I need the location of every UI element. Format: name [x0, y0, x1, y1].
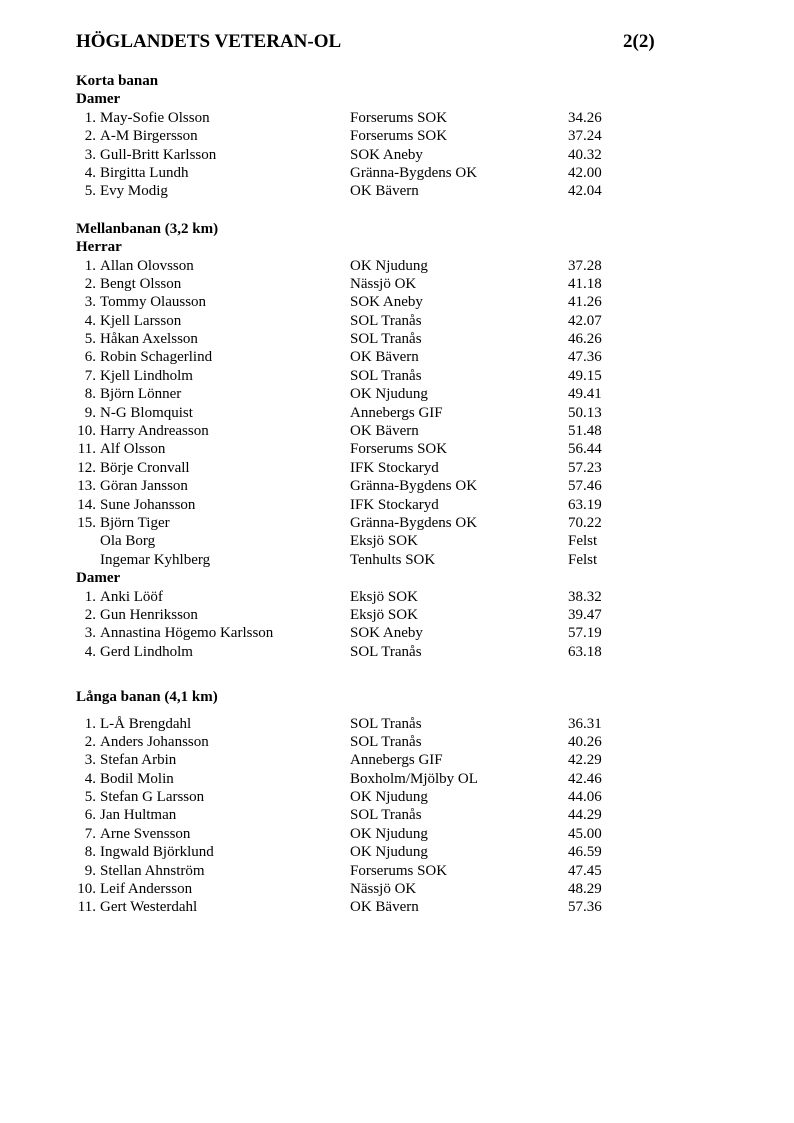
result-time: 47.45 — [568, 862, 602, 879]
runner-name: Börje Cronvall — [100, 459, 190, 476]
club-name: Forserums SOK — [350, 862, 448, 879]
class-title: Herrar — [76, 239, 122, 256]
result-place: 1. — [84, 109, 96, 126]
result-place: 2. — [84, 733, 96, 750]
club-name: Nässjö OK — [350, 881, 417, 898]
runner-name: Gert Westerdahl — [100, 899, 198, 916]
result-time: 46.59 — [568, 844, 602, 861]
result-time: 49.15 — [568, 367, 602, 384]
runner-name: Stellan Ahnström — [100, 862, 205, 879]
result-time: 42.00 — [568, 164, 602, 181]
runner-name: Anki Lööf — [100, 588, 163, 605]
result-row — [76, 843, 696, 861]
result-place: 4. — [84, 643, 96, 660]
result-row — [76, 275, 696, 293]
result-place: 11. — [77, 899, 96, 916]
runner-name: Stefan Arbin — [100, 752, 177, 769]
section-spacer — [76, 707, 696, 715]
club-name: Forserums SOK — [350, 128, 448, 145]
result-place: 6. — [84, 807, 96, 824]
result-place: 5. — [84, 789, 96, 806]
club-name: SOL Tranås — [350, 733, 422, 750]
result-time: 41.18 — [568, 275, 602, 292]
result-time: 57.19 — [568, 625, 602, 642]
result-time: 50.13 — [568, 404, 602, 421]
result-place: 3. — [84, 294, 96, 311]
club-name: Gränna-Bygdens OK — [350, 478, 478, 495]
club-name: SOL Tranås — [350, 715, 422, 732]
result-place: 4. — [84, 312, 96, 329]
runner-name: Kjell Lindholm — [100, 367, 193, 384]
result-place: 14. — [77, 496, 96, 513]
result-place: 9. — [84, 862, 96, 879]
runner-name: Leif Andersson — [100, 881, 193, 898]
result-time: 57.23 — [568, 459, 602, 476]
result-row — [76, 477, 696, 495]
result-place: 15. — [77, 514, 96, 531]
runner-name: Ingwald Björklund — [100, 844, 214, 861]
result-row — [76, 330, 696, 348]
club-name: IFK Stockaryd — [350, 496, 439, 513]
result-row — [76, 385, 696, 403]
result-time: 51.48 — [568, 423, 602, 440]
runner-name: Harry Andreasson — [100, 423, 209, 440]
runner-name: Ola Borg — [100, 533, 156, 550]
runner-name: Evy Modig — [100, 183, 168, 200]
runner-name: Bodil Molin — [100, 770, 174, 787]
club-name: OK Bävern — [350, 423, 419, 440]
result-time: 40.26 — [568, 733, 602, 750]
result-time: 40.32 — [568, 146, 602, 163]
runner-name: Tommy Olausson — [100, 294, 207, 311]
result-place: 3. — [84, 146, 96, 163]
result-place: 5. — [84, 183, 96, 200]
result-row — [76, 733, 696, 751]
result-place: 12. — [77, 459, 96, 476]
club-name: OK Bävern — [350, 349, 419, 366]
result-row — [76, 880, 696, 898]
result-row — [76, 164, 696, 182]
result-place: 1. — [84, 588, 96, 605]
club-name: Eksjö SOK — [350, 606, 418, 623]
result-row — [76, 643, 696, 661]
section-spacer — [76, 201, 696, 220]
club-name: Gränna-Bygdens OK — [350, 514, 478, 531]
runner-name: Robin Schagerlind — [100, 349, 213, 366]
class-title: Damer — [76, 91, 121, 108]
result-time: 70.22 — [568, 514, 602, 531]
result-time: 36.31 — [568, 715, 602, 732]
runner-name: Björn Lönner — [100, 386, 182, 403]
result-time: 42.46 — [568, 770, 602, 787]
runner-name: Gerd Lindholm — [100, 643, 193, 660]
club-name: Gränna-Bygdens OK — [350, 164, 478, 181]
course-title: Långa banan (4,1 km) — [76, 689, 218, 706]
results-list — [76, 109, 696, 201]
runner-name: Sune Johansson — [100, 496, 196, 513]
result-row — [76, 898, 696, 916]
result-place: 4. — [84, 164, 96, 181]
result-place: 4. — [84, 770, 96, 787]
runner-name: L-Å Brengdahl — [100, 715, 192, 732]
club-name: Annebergs GIF — [350, 752, 443, 769]
result-place: 8. — [84, 386, 96, 403]
club-name: Annebergs GIF — [350, 404, 443, 421]
result-row — [76, 514, 696, 532]
result-time: 44.29 — [568, 807, 602, 824]
club-name: OK Njudung — [350, 844, 428, 861]
club-name: OK Njudung — [350, 789, 428, 806]
document-title: HÖGLANDETS VETERAN-OL — [76, 31, 342, 52]
runner-name: Anders Johansson — [100, 733, 209, 750]
result-row — [76, 496, 696, 514]
result-row — [76, 293, 696, 311]
result-row — [76, 806, 696, 824]
club-name: OK Njudung — [350, 386, 428, 403]
runner-name: Allan Olovsson — [100, 257, 194, 274]
result-place: 9. — [84, 404, 96, 421]
result-place: 11. — [77, 441, 96, 458]
club-name: OK Bävern — [350, 899, 419, 916]
result-row — [76, 182, 696, 200]
club-name: Forserums SOK — [350, 441, 448, 458]
club-name: SOK Aneby — [350, 146, 423, 163]
result-time: 46.26 — [568, 331, 602, 348]
runner-name: Alf Olsson — [100, 441, 166, 458]
result-place: 10. — [77, 423, 96, 440]
result-row — [76, 440, 696, 458]
result-row — [76, 551, 696, 569]
runner-name: Göran Jansson — [100, 478, 188, 495]
runner-name: Björn Tiger — [100, 514, 170, 531]
results-list — [76, 715, 696, 917]
result-row — [76, 588, 696, 606]
result-row — [76, 109, 696, 127]
result-place: 1. — [84, 257, 96, 274]
result-time: 41.26 — [568, 294, 602, 311]
club-name: Tenhults SOK — [350, 551, 436, 568]
runner-name: Birgitta Lundh — [100, 164, 189, 181]
section-spacer — [76, 661, 696, 688]
runner-name: Gun Henriksson — [100, 606, 198, 623]
result-time: 44.06 — [568, 789, 602, 806]
result-row — [76, 751, 696, 769]
club-name: OK Njudung — [350, 825, 428, 842]
club-name: OK Bävern — [350, 183, 419, 200]
result-place — [76, 551, 96, 569]
result-time: 49.41 — [568, 386, 602, 403]
result-time: 37.28 — [568, 257, 602, 274]
result-row — [76, 624, 696, 642]
result-time: 42.07 — [568, 312, 602, 329]
result-time: Felst — [568, 551, 598, 568]
result-row — [76, 862, 696, 880]
result-place: 13. — [77, 478, 96, 495]
result-row — [76, 422, 696, 440]
runner-name: Bengt Olsson — [100, 275, 182, 292]
result-place: 6. — [84, 349, 96, 366]
result-place: 7. — [84, 825, 96, 842]
result-place: 10. — [77, 881, 96, 898]
club-name: IFK Stockaryd — [350, 459, 439, 476]
club-name: SOL Tranås — [350, 331, 422, 348]
runner-name: Jan Hultman — [100, 807, 177, 824]
result-time: Felst — [568, 533, 598, 550]
result-row — [76, 459, 696, 477]
results-list — [76, 588, 696, 662]
result-time: 37.24 — [568, 128, 602, 145]
result-row — [76, 770, 696, 788]
club-name: Eksjö SOK — [350, 533, 418, 550]
result-time: 57.36 — [568, 899, 602, 916]
result-row — [76, 788, 696, 806]
results-content — [76, 72, 696, 917]
runner-name: May-Sofie Olsson — [100, 109, 210, 126]
runner-name: Håkan Axelsson — [100, 331, 198, 348]
result-time: 47.36 — [568, 349, 602, 366]
result-row — [76, 312, 696, 330]
result-row — [76, 127, 696, 145]
club-name: Forserums SOK — [350, 109, 448, 126]
club-name: Eksjö SOK — [350, 588, 418, 605]
result-place: 7. — [84, 367, 96, 384]
result-time: 42.29 — [568, 752, 602, 769]
runner-name: Gull-Britt Karlsson — [100, 146, 217, 163]
result-place: 8. — [84, 844, 96, 861]
runner-name: Kjell Larsson — [100, 312, 182, 329]
club-name: SOK Aneby — [350, 625, 423, 642]
result-time: 48.29 — [568, 881, 602, 898]
result-row — [76, 146, 696, 164]
result-time: 56.44 — [568, 441, 602, 458]
club-name: SOL Tranås — [350, 312, 422, 329]
runner-name: Stefan G Larsson — [100, 789, 205, 806]
club-name: SOL Tranås — [350, 367, 422, 384]
runner-name: Ingemar Kyhlberg — [100, 551, 211, 568]
result-time: 38.32 — [568, 588, 602, 605]
result-row — [76, 532, 696, 550]
result-time: 39.47 — [568, 606, 602, 623]
club-name: SOK Aneby — [350, 294, 423, 311]
result-time: 34.26 — [568, 109, 602, 126]
class-title: Damer — [76, 570, 121, 587]
result-row — [76, 606, 696, 624]
result-place: 3. — [84, 625, 96, 642]
club-name: OK Njudung — [350, 257, 428, 274]
result-place: 5. — [84, 331, 96, 348]
result-time: 57.46 — [568, 478, 602, 495]
course-title: Mellanbanan (3,2 km) — [76, 220, 219, 237]
page-number: 2(2) — [623, 31, 655, 52]
result-row — [76, 715, 696, 733]
result-row — [76, 348, 696, 366]
result-time: 63.19 — [568, 496, 602, 513]
result-row — [76, 404, 696, 422]
result-place — [76, 532, 96, 550]
result-row — [76, 257, 696, 275]
results-list — [76, 257, 696, 570]
runner-name: N-G Blomquist — [100, 404, 193, 421]
runner-name: Arne Svensson — [100, 825, 191, 842]
runner-name: Annastina Högemo Karlsson — [100, 625, 274, 642]
club-name: Nässjö OK — [350, 275, 417, 292]
result-place: 2. — [84, 606, 96, 623]
club-name: Boxholm/Mjölby OL — [350, 770, 478, 787]
runner-name: A-M Birgersson — [100, 128, 198, 145]
result-time: 63.18 — [568, 643, 602, 660]
result-place: 2. — [84, 128, 96, 145]
club-name: SOL Tranås — [350, 807, 422, 824]
result-place: 3. — [84, 752, 96, 769]
club-name: SOL Tranås — [350, 643, 422, 660]
result-place: 1. — [84, 715, 96, 732]
course-title: Korta banan — [76, 73, 159, 89]
result-place: 2. — [84, 275, 96, 292]
result-time: 42.04 — [568, 183, 602, 200]
result-time: 45.00 — [568, 825, 602, 842]
result-row — [76, 825, 696, 843]
result-row — [76, 367, 696, 385]
